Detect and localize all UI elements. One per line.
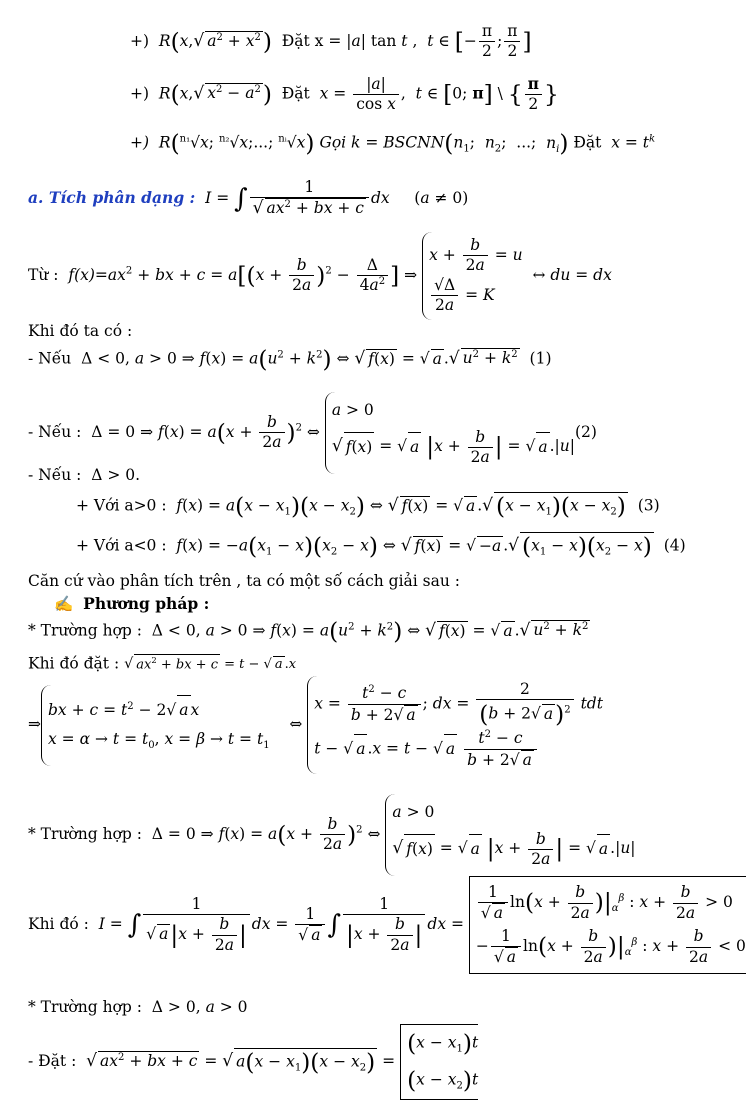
- heading-label: a. Tích phân dạng :: [28, 187, 196, 207]
- pencil-icon: ✍: [54, 595, 74, 613]
- line-prefix: +) R(x,√ $a^2 + x^2$) Đặt x = |a| tan t , t ∈ [− $\frac{\pi}{2}$ ; $\frac{\pi}{2}$ ]: [130, 22, 532, 61]
